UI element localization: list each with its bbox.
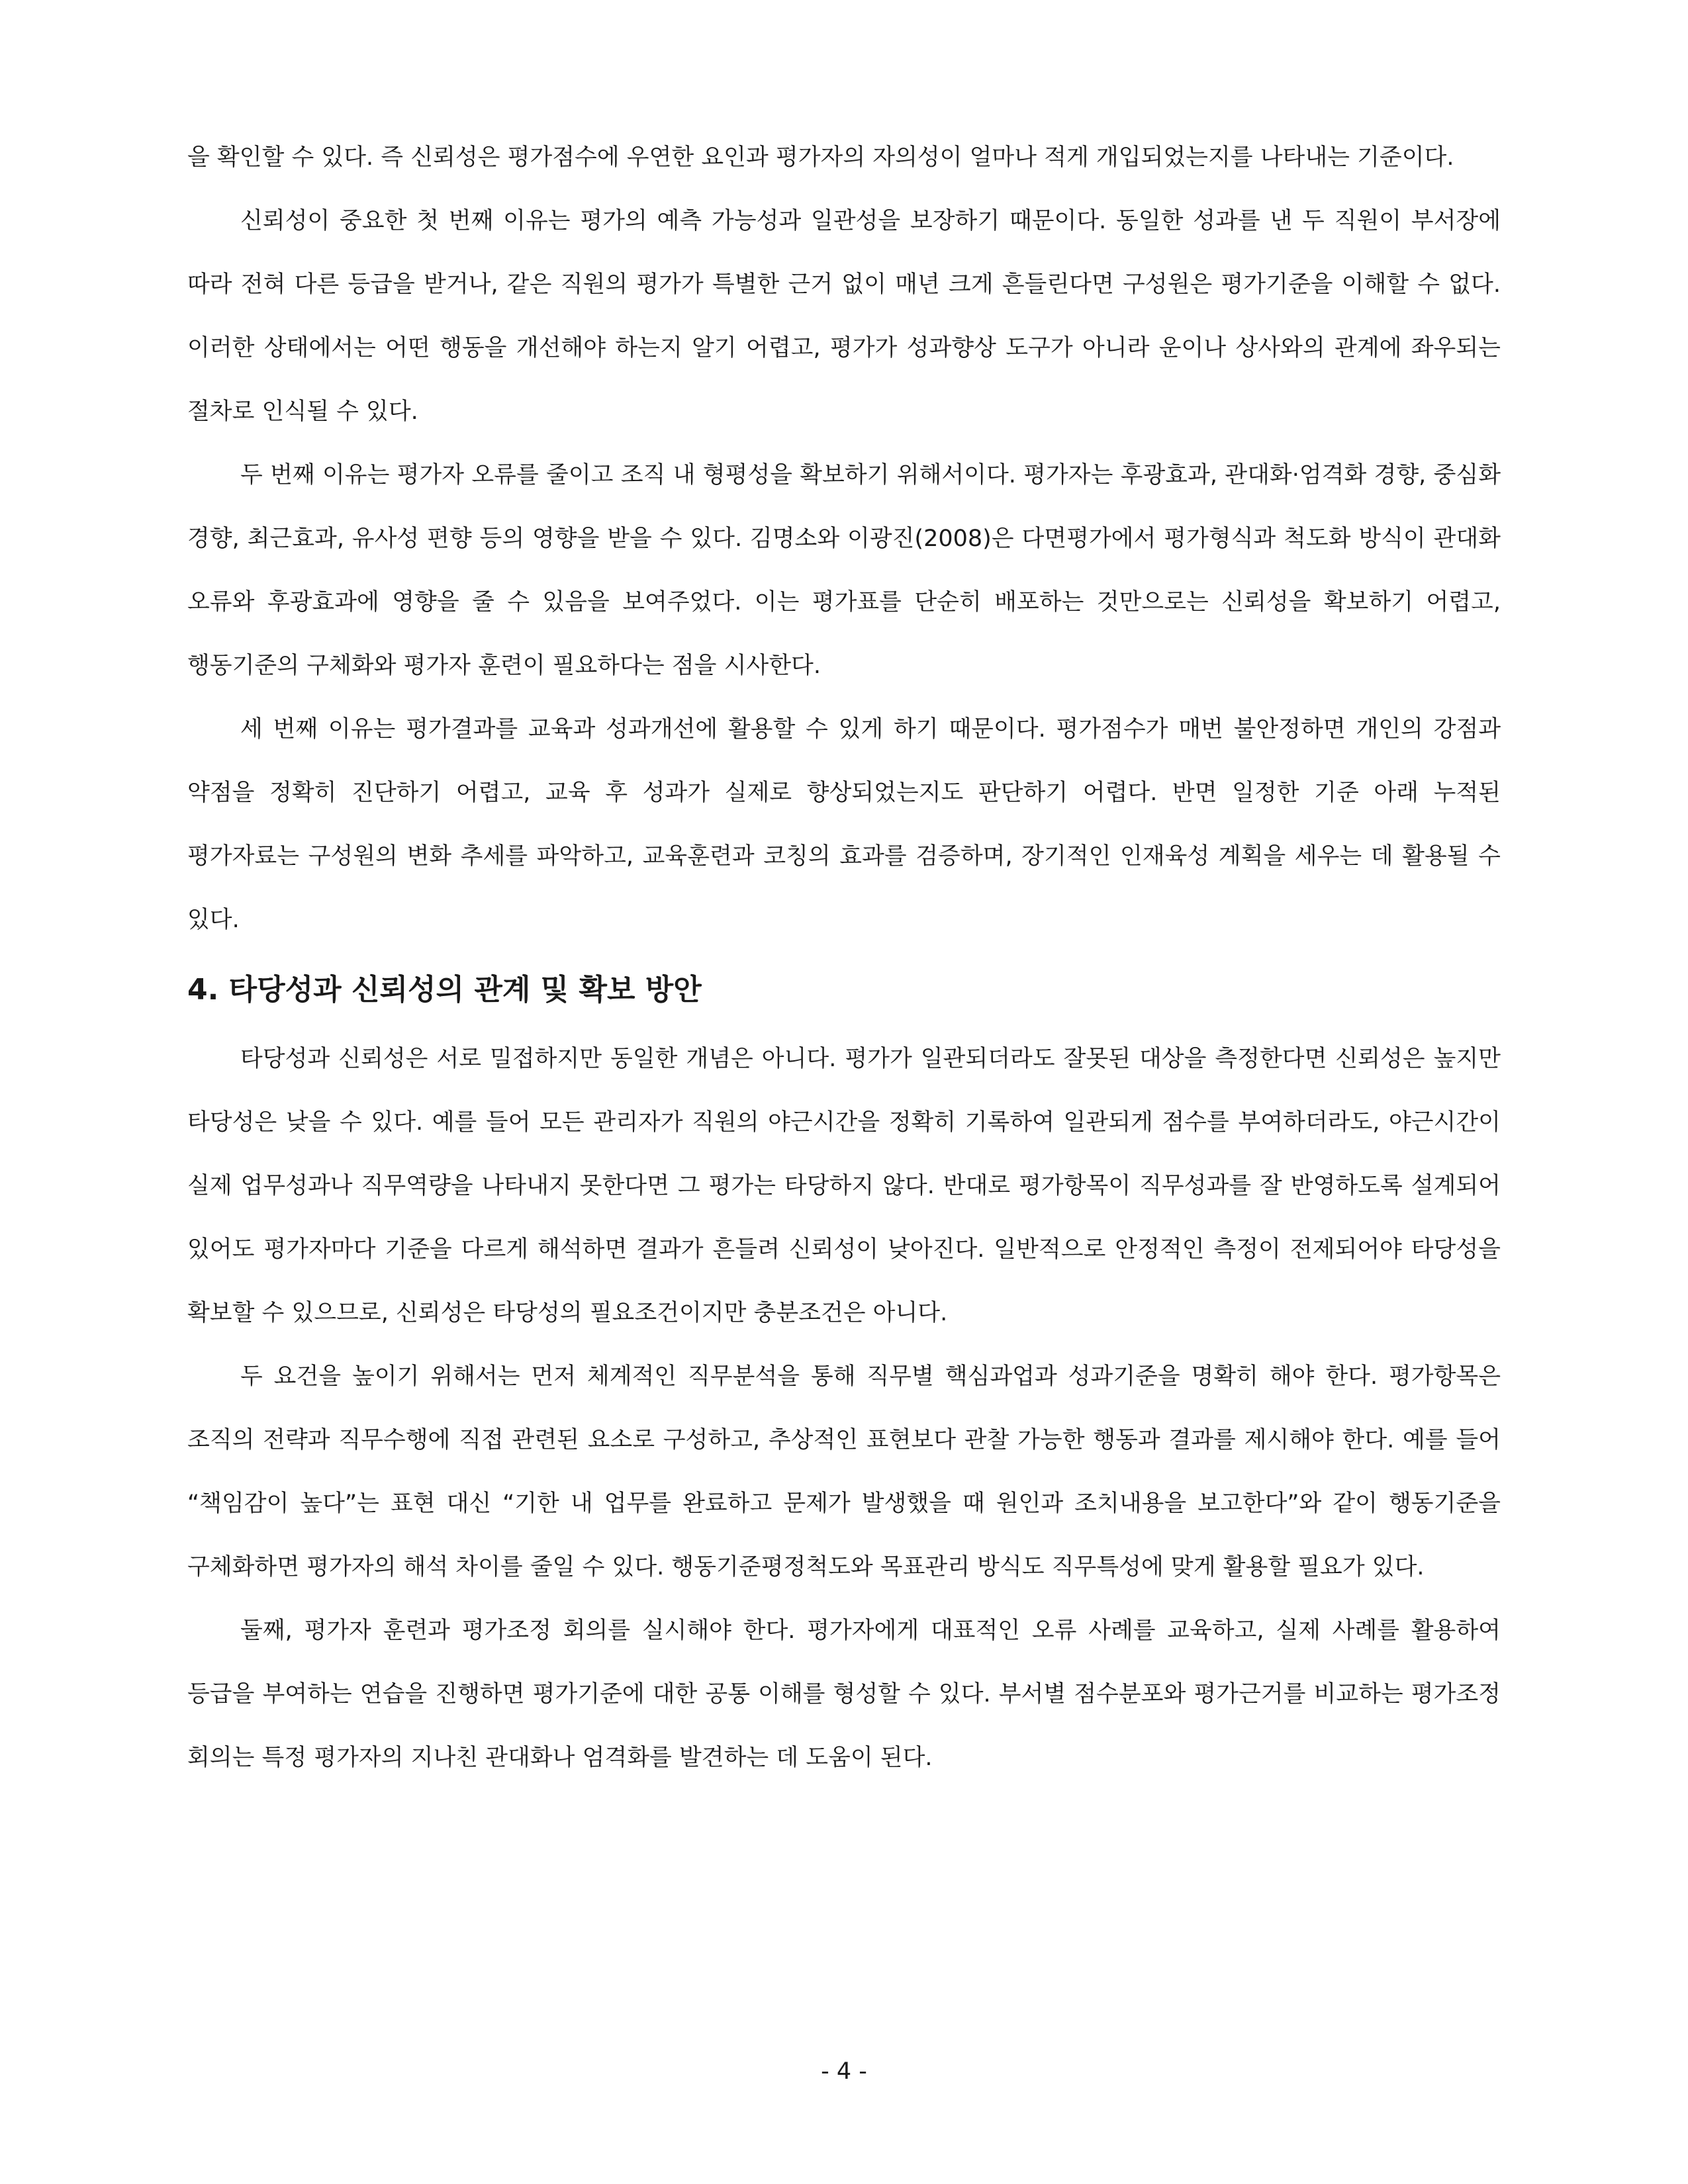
section-paragraph-2: 두 요건을 높이기 위해서는 먼저 체계적인 직무분석을 통해 직무별 핵심과업과 성과기준을 명확히 해야 한다. 평가항목은 조직의 전략과 직무수행에 직접 관련된 요소로 구성하고, 추상적인 표현보다 관찰 가능한 행동과 결과를 제시해야 한다. 예를 들어 “책임감이 높다”는 표현 대신 “기한 내 업무를 완료하고 문제가 발생했을 때 원인과 조치내용을 보고한다”와 같이 행동기준을 구체화하면 평가자의 해석 차이를 줄일 수 있다. 행동기준평정척도와 목표관리 방식도 직무특성에 맞게 활용할 필요가 있다. [187, 1363, 1501, 1580]
body-paragraph-3: 두 번째 이유는 평가자 오류를 줄이고 조직 내 형평성을 확보하기 위해서이다. 평가자는 후광효과, 관대화·엄격화 경향, 중심화 경향, 최근효과, 유사성 편향 등의 영향을 받을 수 있다. 김명소와 이광진(2008)은 다면평가에서 평가형식과 척도화 방식이 관대화 오류와 후광효과에 영향을 줄 수 있음을 보여주었다. 이는 평가표를 단순히 배포하는 것만으로는 신뢰성을 확보하기 어렵고, 행동기준의 구체화와 평가자 훈련이 필요하다는 점을 시사한다. [187, 462, 1501, 679]
body-paragraph-1: 을 확인할 수 있다. 즉 신뢰성은 평가점수에 우연한 요인과 평가자의 자의성이 얼마나 적게 개입되었는지를 나타내는 기준이다. [187, 144, 1454, 171]
section-paragraph-3: 둘째, 평가자 훈련과 평가조정 회의를 실시해야 한다. 평가자에게 대표적인 오류 사례를 교육하고, 실제 사례를 활용하여 등급을 부여하는 연습을 진행하면 평가기준에 대한 공통 이해를 형성할 수 있다. 부서별 점수분포와 평가근거를 비교하는 평가조정 회의는 특정 평가자의 지나친 관대화나 엄격화를 발견하는 데 도움이 된다. [187, 1617, 1501, 1771]
page-number: - 4 - [821, 2058, 867, 2085]
body-paragraph-4: 세 번째 이유는 평가결과를 교육과 성과개선에 활용할 수 있게 하기 때문이다. 평가점수가 매번 불안정하면 개인의 강점과 약점을 정확히 진단하기 어렵고, 교육 후 성과가 실제로 향상되었는지도 판단하기 어렵다. 반면 일정한 기준 아래 누적된 평가자료는 구성원의 변화 추세를 파악하고, 교육훈련과 코칭의 효과를 검증하며, 장기적인 인재육성 계획을 세우는 데 활용될 수 있다. [187, 716, 1501, 933]
body-paragraph-2: 신뢰성이 중요한 첫 번째 이유는 평가의 예측 가능성과 일관성을 보장하기 때문이다. 동일한 성과를 낸 두 직원이 부서장에 따라 전혀 다른 등급을 받거나, 같은 직원의 평가가 특별한 근거 없이 매년 크게 흔들린다면 구성원은 평가기준을 이해할 수 없다. 이러한 상태에서는 어떤 행동을 개선해야 하는지 알기 어렵고, 평가가 성과향상 도구가 아니라 운이나 상사와의 관계에 좌우되는 절차로 인식될 수 있다. [187, 208, 1501, 425]
section-paragraph-1: 타당성과 신뢰성은 서로 밀접하지만 동일한 개념은 아니다. 평가가 일관되더라도 잘못된 대상을 측정한다면 신뢰성은 높지만 타당성은 낮을 수 있다. 예를 들어 모든 관리자가 직원의 야근시간을 정확히 기록하여 일관되게 점수를 부여하더라도, 야근시간이 실제 업무성과나 직무역량을 나타내지 못한다면 그 평가는 타당하지 않다. 반대로 평가항목이 직무성과를 잘 반영하도록 설계되어 있어도 평가자마다 기준을 다르게 해석하면 결과가 흔들려 신뢰성이 낮아진다. 일반적으로 안정적인 측정이 전제되어야 타당성을 확보할 수 있으므로, 신뢰성은 타당성의 필요조건이지만 충분조건은 아니다. [187, 1046, 1501, 1326]
document-page [187, 126, 1501, 1790]
section-heading: 4. 타당성과 신뢰성의 관계 및 확보 방안 [187, 973, 702, 1007]
